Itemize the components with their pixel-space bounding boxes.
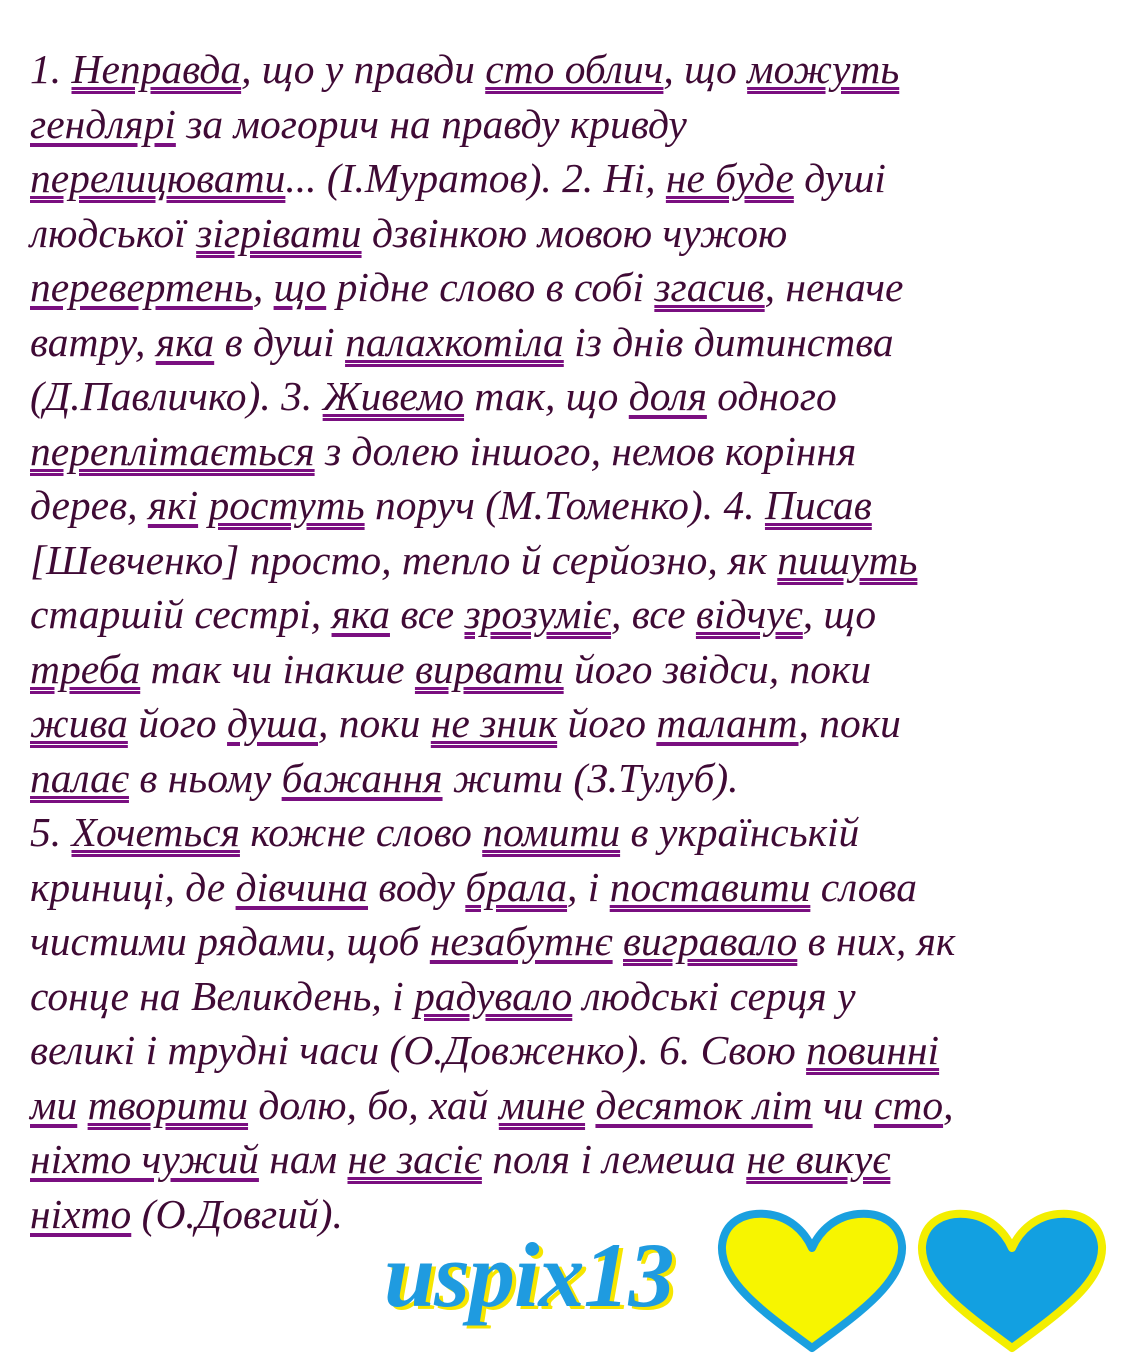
text-segment: сонце на Великдень, і	[30, 972, 415, 1019]
text-segment: великі і трудні часи (О.Довженко). 6. Свою	[30, 1027, 807, 1073]
text-segment: кожне слово	[239, 809, 483, 855]
text-segment: 5.	[30, 809, 72, 855]
text-segment: слова	[810, 863, 917, 910]
text-segment: людської	[30, 209, 197, 256]
text-line	[30, 424, 1110, 479]
text-segment: , що	[663, 46, 748, 92]
text-line	[30, 315, 1110, 370]
blue-heart-icon	[914, 1208, 1110, 1356]
underlined-word-double: можуть	[747, 46, 900, 92]
underlined-word-double: творити	[87, 1081, 249, 1128]
text-segment: все	[389, 591, 465, 637]
underlined-word-double: палає	[30, 754, 129, 801]
text-segment: так чи інакше	[140, 645, 415, 692]
underlined-word: доля	[628, 373, 707, 419]
underlined-word: гендлярі	[30, 100, 176, 147]
underlined-word-double: ростуть	[208, 482, 365, 528]
text-segment: , неначе	[764, 264, 904, 310]
text-line	[30, 42, 1110, 97]
text-segment: з долею іншого, немов коріння	[314, 427, 857, 474]
underlined-word-double: відчує	[695, 591, 803, 637]
underlined-word-double: сто облич	[485, 46, 664, 92]
watermark-logo	[384, 1222, 674, 1328]
text-line	[30, 642, 1110, 697]
underlined-word-double: перелицювати	[30, 155, 286, 201]
underlined-word: душа	[227, 700, 318, 746]
text-line	[30, 260, 1110, 315]
text-line	[30, 478, 1110, 533]
text-segment	[77, 1082, 87, 1128]
text-segment: 1.	[30, 46, 72, 92]
underlined-word-double: брала	[465, 863, 568, 910]
text-line	[30, 533, 1110, 588]
underlined-word: дівчина	[235, 863, 369, 910]
text-segment: ... (І.Муратов). 2. Ні,	[285, 155, 666, 201]
watermark-text: uspix13	[384, 1224, 674, 1326]
text-segment: , поки	[318, 700, 431, 746]
text-segment: [Шевченко] просто, тепло й серйозно, як	[30, 536, 778, 583]
text-segment: його	[127, 700, 228, 746]
text-segment	[198, 482, 208, 528]
underlined-word: сто	[873, 1081, 944, 1128]
text-segment: людські серця у	[572, 972, 856, 1019]
text-line	[30, 969, 1110, 1024]
underlined-word-double: не зник	[430, 700, 558, 746]
text-line	[30, 1078, 1110, 1133]
underlined-word-double: зігрівати	[196, 209, 362, 256]
text-line	[30, 97, 1110, 152]
text-line	[30, 1132, 1110, 1187]
underlined-word-double: пишуть	[777, 536, 918, 583]
underlined-word: ми	[30, 1081, 78, 1128]
text-segment: душі	[793, 155, 886, 201]
text-segment: , і	[567, 863, 610, 910]
text-segment: в ньому	[128, 754, 282, 801]
text-segment: в українській	[620, 809, 860, 855]
text-line	[30, 206, 1110, 261]
underlined-word: яка	[155, 318, 215, 365]
underlined-word-double: переплітається	[30, 427, 315, 474]
text-line	[30, 751, 1110, 806]
text-segment: в них, як	[797, 918, 956, 964]
underlined-word: яка	[331, 591, 390, 637]
text-segment: ватру,	[30, 318, 156, 365]
text-segment: нам	[258, 1136, 348, 1182]
underlined-word-double: згасив	[654, 264, 765, 310]
underlined-word: що	[273, 264, 327, 310]
text-segment: , поки	[798, 700, 901, 746]
text-line	[30, 369, 1110, 424]
text-line	[30, 587, 1110, 642]
underlined-word-double: зрозуміє	[464, 591, 612, 637]
text-segment: одного	[706, 373, 837, 419]
text-segment: жити (З.Тулуб).	[442, 754, 739, 801]
text-segment: за могорич на правду кривду	[175, 100, 687, 147]
underlined-word-double: Неправда	[71, 46, 242, 92]
exercise-text	[30, 42, 1110, 1241]
text-segment: (О.Довгий).	[131, 1190, 343, 1237]
underlined-word-double: палахкотіла	[345, 318, 564, 365]
underlined-word-double: поставити	[609, 863, 811, 910]
underlined-word-double: радувало	[414, 972, 573, 1019]
text-segment: в душі	[214, 318, 346, 365]
text-segment: , що у правди	[241, 46, 486, 92]
underlined-word: ніхто чужий	[30, 1136, 259, 1182]
text-segment: поля і лемеша	[481, 1136, 747, 1182]
text-segment: криниці, де	[30, 863, 236, 910]
underlined-word-double: Писав	[764, 482, 872, 528]
underlined-word: талант	[656, 700, 799, 746]
text-segment	[613, 918, 623, 964]
underlined-word: які	[147, 482, 199, 528]
underlined-word-double: мине	[498, 1081, 586, 1128]
underlined-word-double: вирвати	[414, 645, 564, 692]
text-line	[30, 696, 1110, 751]
text-line	[30, 1023, 1110, 1078]
text-segment: ,	[943, 1081, 954, 1128]
yellow-heart-icon	[714, 1208, 910, 1356]
underlined-word-double: повинні	[806, 1027, 940, 1073]
underlined-word-double: не буде	[665, 155, 794, 201]
text-segment: дзвінкою мовою чужою	[361, 209, 788, 256]
text-segment: поруч (М.Томенко). 4.	[364, 482, 765, 528]
text-segment: , що	[802, 591, 877, 637]
text-segment: долю, бо, хай	[248, 1081, 499, 1128]
text-segment: рідне слово в собі	[326, 264, 655, 310]
underlined-word-double: треба	[30, 645, 141, 692]
underlined-word-double: не засіє	[347, 1136, 482, 1182]
text-segment: дерев,	[30, 482, 148, 528]
text-segment: його звідси, поки	[563, 645, 872, 692]
underlined-word-double: жива	[30, 700, 128, 746]
text-segment: ,	[252, 264, 274, 310]
text-line	[30, 860, 1110, 915]
text-segment: із днів дитинства	[563, 318, 894, 365]
underlined-word: бажання	[281, 754, 443, 801]
text-segment: (Д.Павличко). 3.	[30, 373, 323, 419]
text-segment: так, що	[464, 373, 629, 419]
text-line	[30, 805, 1110, 860]
underlined-word: незабутнє	[429, 918, 613, 964]
underlined-word: ніхто	[30, 1190, 132, 1237]
text-segment: чи	[812, 1081, 874, 1128]
text-segment: його	[557, 700, 657, 746]
text-segment: чистими рядами, щоб	[30, 918, 430, 964]
text-segment	[585, 1082, 595, 1128]
text-segment: , все	[611, 591, 696, 637]
text-segment: старшій сестрі,	[30, 591, 332, 637]
underlined-word-double: Хочеться	[71, 809, 240, 855]
text-line	[30, 914, 1110, 969]
underlined-word-double: не викує	[746, 1136, 891, 1182]
underlined-word-double: вигравало	[623, 918, 798, 964]
text-segment: воду	[368, 863, 466, 910]
underlined-word-double: Живемо	[322, 373, 465, 419]
underlined-word: десяток літ	[595, 1081, 813, 1128]
underlined-word-double: помити	[482, 809, 621, 855]
underlined-word: перевертень	[30, 264, 253, 310]
text-line	[30, 151, 1110, 206]
